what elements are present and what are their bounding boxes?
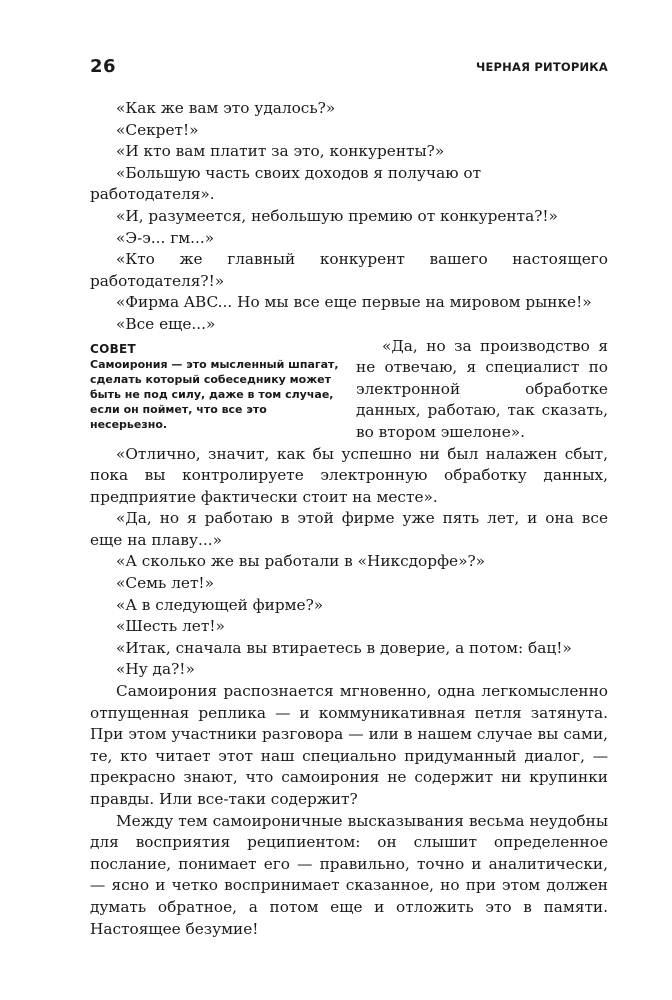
dialogue-line: «Как же вам это удалось?» (116, 99, 336, 117)
page-number: 26 (90, 56, 117, 77)
dialogue-line: «Фирма ABC... Но мы все еще первые на мировом рынке!» (116, 293, 592, 312)
dialogue-line: «Все еще...» (116, 314, 216, 333)
dialogue-line: «А в следующей фирме?» (116, 595, 324, 614)
tip-sidebar (90, 342, 342, 432)
dialogue-line: «Итак, сначала вы втираетесь в доверие, а потом: бац!» (116, 638, 572, 657)
dialogue-line: «Шесть лет!» (116, 617, 225, 636)
dialogue-line: «Отлично, значит, как бы успешно ни был налажен сбыт, пока вы контролируете электронную обработку данных, предприятие фактически стоит на месте». (90, 444, 608, 506)
page-header (90, 56, 608, 84)
running-title: ЧЕРНАЯ РИТОРИКА (476, 60, 608, 74)
body-paragraph: Между тем самоироничные высказывания весьма неудобны для восприятия реципиентом: он слышит определенное послание, понимает его — правильно, точно и аналитически, — ясно и четко воспринимает сказанное, но при этом должен думать обратное, а потом еще и отложить это в памяти. Настоящее безумие! (90, 811, 608, 938)
dialogue-line: «И, разумеется, небольшую премию от конкурента?!» (116, 206, 558, 225)
dialogue-line: «А сколько же вы работали в «Никсдорфе»?» (116, 552, 486, 571)
dialogue-line: «Семь лет!» (116, 574, 214, 593)
dialogue-line: «И кто вам платит за это, конкуренты?» (116, 142, 445, 161)
tip-title: СОВЕТ (90, 341, 137, 356)
dialogue-line: «Ну да?!» (116, 660, 195, 679)
dialogue-line: «Секрет!» (116, 120, 199, 139)
dialogue-line: «Большую часть своих доходов я получаю от работодателя». (90, 163, 482, 204)
dialogue-line: «Да, но я работаю в этой фирме уже пять лет, и она все еще на плаву...» (90, 509, 608, 549)
page-body (90, 98, 608, 940)
dialogue-line: «Да, но за производство я не отвечаю, я специалист по электронной обработке данных, работаю, так сказать, во втором эшелоне». (356, 336, 608, 441)
dialogue-line: «Э-э... гм...» (116, 228, 215, 247)
tip-text: Самоирония — это мысленный шпагат, сделать который собеседнику может быть не под силу, даже в том случае, если он поймет, что все это несерьезно. (90, 357, 339, 431)
body-paragraph: Самоирония распознается мгновенно, одна легкомысленно отпущенная реплика — и коммуникативная петля затянута. При этом участники разговора — или в нашем случае вы сами, те, кто читает этот наш специально придуманный диалог, — прекрасно знают, что самоирония не содержит ни крупинки правды. Или все-таки содержит? (90, 682, 608, 808)
dialogue-line: «Кто же главный конкурент вашего настоящего работодателя?!» (90, 250, 608, 290)
